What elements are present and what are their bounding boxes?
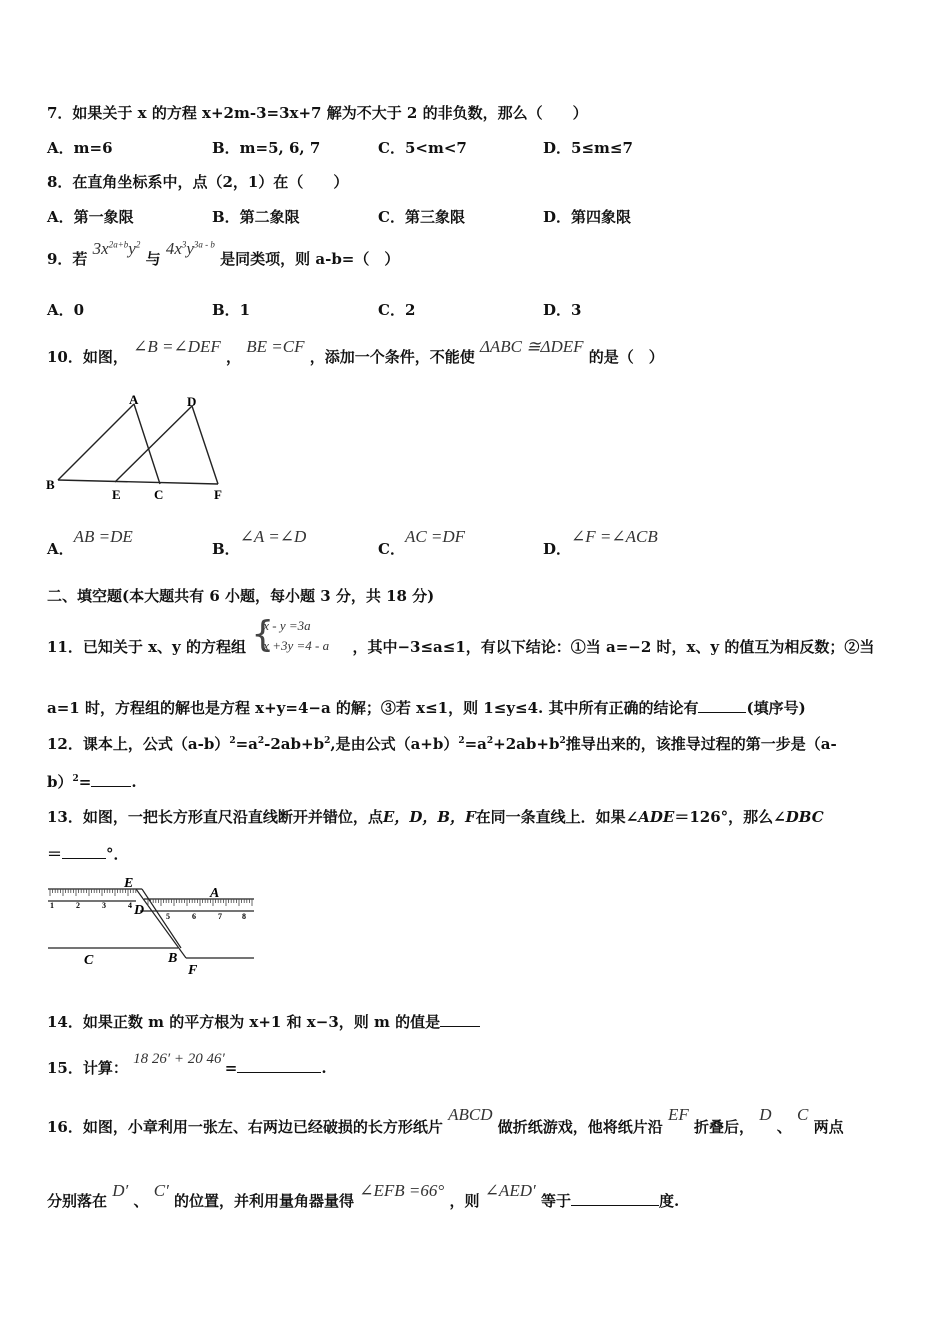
q8-option-a: A．第一象限 xyxy=(47,208,134,226)
fig10-label-f: F xyxy=(214,487,222,502)
q7-option-c: C．5<m<7 xyxy=(378,139,467,157)
q16-ef: EF xyxy=(668,1105,689,1124)
q7-option-a: A．m=6 xyxy=(47,139,113,157)
q15-answer-blank[interactable] xyxy=(237,1058,321,1073)
q7-stem: 7．如果关于 x 的方程 x+2m-3=3x+7 解为不大于 2 的非负数，那么（ ） xyxy=(47,104,588,122)
q16-abcd: ABCD xyxy=(448,1105,493,1124)
q16-angle-aed: ∠AED′ xyxy=(484,1181,536,1200)
q8-option-c: C．第三象限 xyxy=(378,208,465,226)
q10-cond2: BE =CF xyxy=(246,337,305,356)
q11-stem xyxy=(47,614,875,657)
fig10-label-b: B xyxy=(46,477,55,492)
q8-option-d: D．第四象限 xyxy=(543,208,632,226)
fig10-label-c: C xyxy=(154,487,164,502)
fig13-label-f: F xyxy=(188,963,198,978)
q10-comma: ， xyxy=(225,348,241,366)
ruler-tick-1: 1 xyxy=(50,901,54,910)
q9-term1: $3x^{2a+b}y^2$ xyxy=(92,239,141,258)
q8-stem: 8．在直角坐标系中，点（2，1）在（ ） xyxy=(47,173,349,191)
fig13-label-c: C xyxy=(84,953,94,968)
q11-eq2: x +3y =4 - a xyxy=(263,638,330,653)
q9-stem xyxy=(47,239,400,269)
fig13-label-a: A xyxy=(210,886,220,901)
section-2-heading: 二、填空题(本大题共有 6 小题，每小题 3 分，共 18 分) xyxy=(47,587,435,605)
q13-answer-blank[interactable] xyxy=(62,844,106,859)
fig10-label-a: A xyxy=(129,392,139,407)
q9-term2: $4x^3y^{3a - b}$ xyxy=(165,239,215,258)
q8-option-b: B．第二象限 xyxy=(212,208,300,226)
q13-line2: ＝ °． xyxy=(47,845,129,863)
q7-option-b: B．m=5, 6, 7 xyxy=(212,139,321,157)
ruler-tick-6: 6 xyxy=(192,912,196,921)
q9-suffix: 是同类项，则 a-b=（ ） xyxy=(220,250,400,268)
q10-option-b: B．∠A =∠D xyxy=(212,527,307,558)
q12-answer-blank[interactable] xyxy=(91,772,131,787)
ruler-tick-5: 5 xyxy=(166,912,170,921)
fig13-label-d: D xyxy=(134,903,145,918)
q11-line2: a=1 时，方程组的解也是方程 x+y=4−a 的解；③若 x≤1，则 1≤y≤4. 其中所有正确的结论有 (填序号) xyxy=(47,699,806,717)
q9-option-b: B．1 xyxy=(212,301,251,319)
q9-option-a: A．0 xyxy=(47,301,85,319)
q7-option-d: D．5≤m≤7 xyxy=(543,139,633,157)
q10-option-d: D．∠F =∠ACB xyxy=(543,527,658,558)
q15-stem: 15．计算： 18 26′ + 20 46′= . xyxy=(47,1051,327,1077)
ruler-tick-7: 7 xyxy=(218,912,222,921)
q9-mid: 与 xyxy=(145,250,161,268)
q11-eq1: x - y =3a xyxy=(263,618,311,633)
q9-prefix: 9．若 xyxy=(47,250,88,268)
q11-equation-system: { x - y =3a x +3y =4 - a xyxy=(251,614,330,655)
q13-stem: 13．如图，一把长方形直尺沿直线断开并错位，点E，D，B，F在同一条直线上．如果∠ADE＝126°，那么∠DBC xyxy=(47,808,824,826)
ruler-tick-8: 8 xyxy=(242,912,246,921)
q16-d-prime: D′ xyxy=(112,1181,129,1200)
q10-option-c: C．AC =DF xyxy=(378,527,466,558)
q9-option-c: C．2 xyxy=(378,301,416,319)
q14-stem: 14．如果正数 m 的平方根为 x+1 和 x−3，则 m 的值是 xyxy=(47,1011,480,1032)
q16-c-prime: C′ xyxy=(153,1181,169,1200)
q15-expression: 18 26′ + 20 46′ xyxy=(133,1051,225,1067)
q14-answer-blank[interactable] xyxy=(440,1012,480,1027)
q10-stem xyxy=(47,337,664,367)
ruler-tick-3: 3 xyxy=(102,901,106,910)
fig10-label-d: D xyxy=(187,394,197,409)
q12-line2: b）$^2$= . xyxy=(47,773,137,791)
q10-prefix: 10．如图， xyxy=(47,348,128,366)
q16-line2: 分别落在 D′ 、 C′ 的位置，并利用量角器量得 ∠EFB =66° ，则 ∠AED′ 等于 度. xyxy=(47,1181,680,1210)
fig10-label-e: E xyxy=(112,487,121,502)
q16-answer-blank[interactable] xyxy=(571,1191,659,1206)
q12-stem: 12．课本上，公式$(a-b)^2=a^2-2ab+b^2$,是由公式$(a+b)^2=a^2+2ab+b^2$推导出来的，该推导过程的第一步是（a- xyxy=(47,735,837,753)
q10-suffix: 的是（ ） xyxy=(588,348,664,366)
q10-mid: ，添加一个条件，不能使 xyxy=(309,348,475,366)
q9-option-d: D．3 xyxy=(543,301,582,319)
q10-cond1: ∠B =∠DEF xyxy=(133,337,221,356)
q16-d: D xyxy=(759,1105,772,1124)
q10-cond3: ΔABC ≅ΔDEF xyxy=(479,337,584,356)
q11-prefix: 11．已知关于 x、y 的方程组 xyxy=(47,638,246,656)
q16-c: C xyxy=(797,1105,809,1124)
q11-answer-blank[interactable] xyxy=(698,698,746,713)
fig13-label-b: B xyxy=(168,951,178,966)
ruler-tick-2: 2 xyxy=(76,901,80,910)
q16-stem: 16．如图，小章利用一张左、右两边已经破损的长方形纸片 ABCD 做折纸游戏，他将纸片沿 EF 折叠后， D 、 C 两点 xyxy=(47,1105,844,1136)
q10-option-a: A．AB =DE xyxy=(47,527,133,558)
q10-triangle-figure xyxy=(40,390,240,505)
fig13-label-e: E xyxy=(124,876,134,891)
q16-angle-efb: ∠EFB =66° xyxy=(359,1181,445,1200)
q11-suffix: ，其中−3≤a≤1，有以下结论：①当 a=−2 时，x、y 的值互为相反数；②当 xyxy=(352,638,875,656)
ruler-tick-4: 4 xyxy=(128,901,132,910)
q13-ruler-figure xyxy=(44,874,260,980)
